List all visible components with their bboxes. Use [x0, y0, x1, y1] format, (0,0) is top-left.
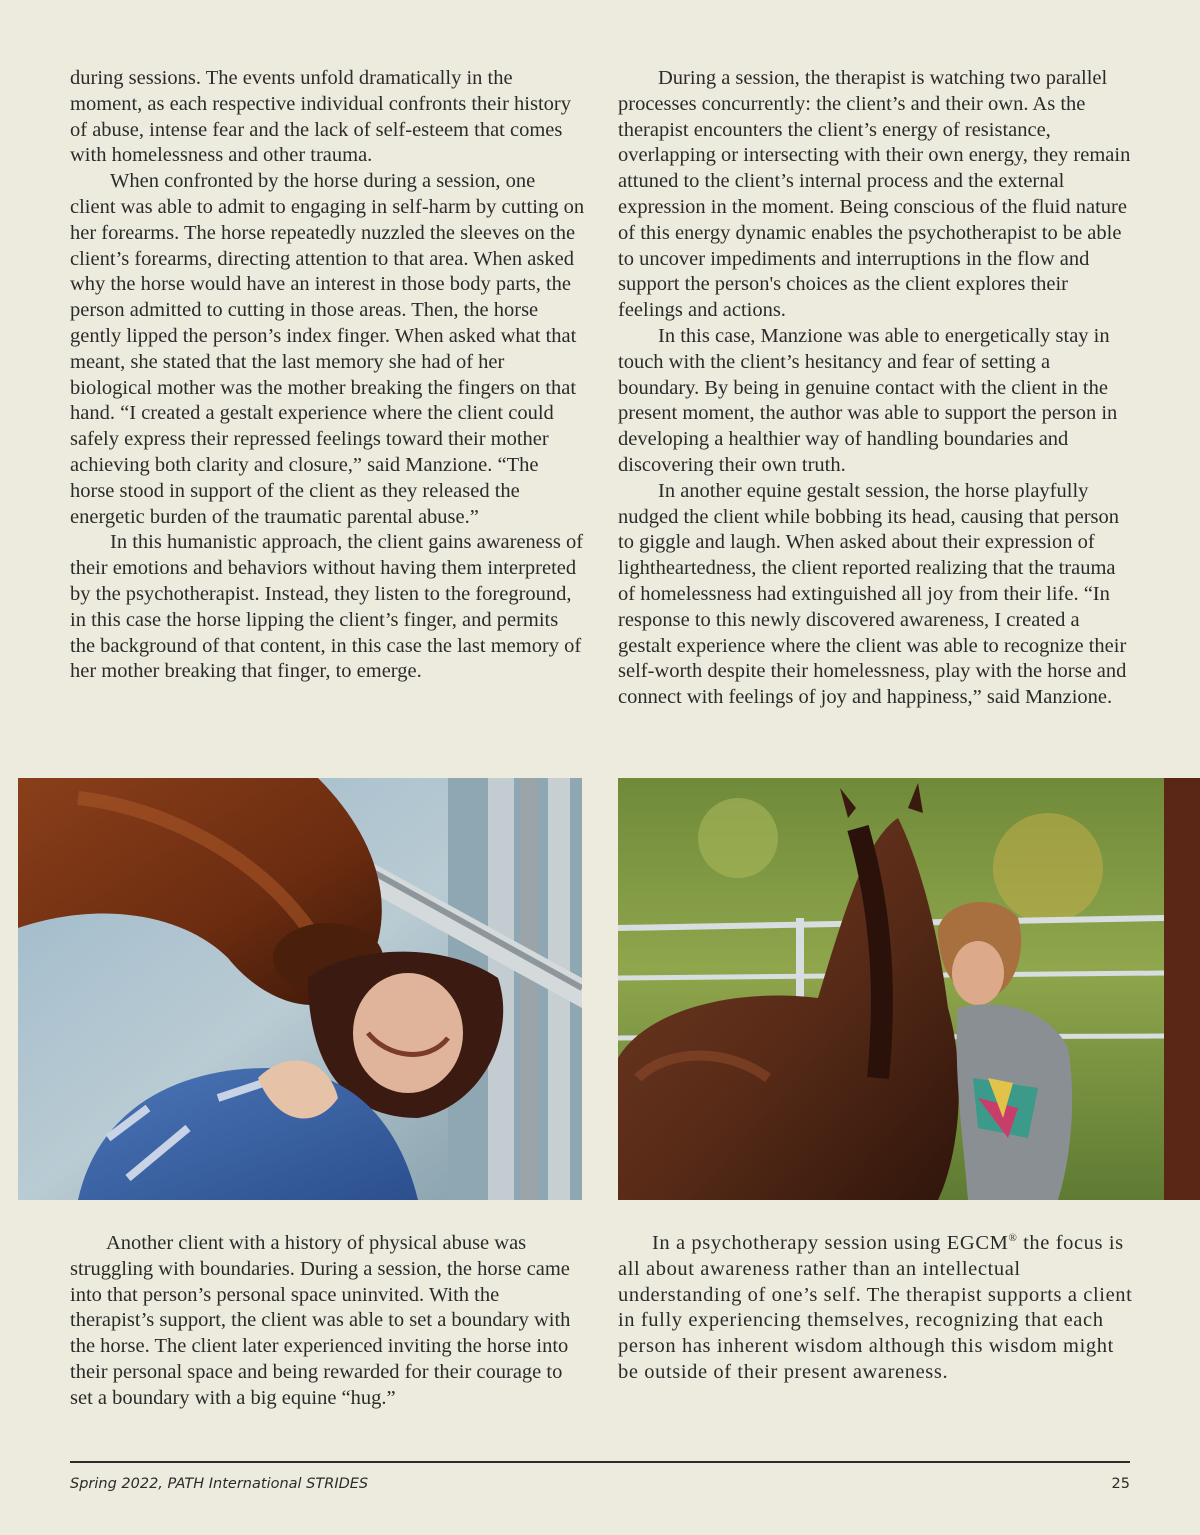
paragraph: In this humanistic approach, the client gains awareness of their emotions and behaviors without having them interpreted by the psychotherapist. Instead, they listen to the foreground, in this case the horse lipping the client’s finger, and permits the background of that content, in this case the last memory of her mother breaking that finger, to emerge.	[70, 531, 584, 683]
article-column-left-top	[70, 66, 585, 685]
paragraph: during sessions. The events unfold dramatically in the moment, as each respective individual confronts their history of abuse, intense fear and the lack of self-esteem that comes with homelessness and other trauma.	[70, 67, 571, 167]
paragraph: When confronted by the horse during a session, one client was able to admit to engaging in self-harm by cutting on her forearms. The horse repeatedly nuzzled the sleeves on the client’s forearms, directing attention to that area. When asked why the horse would have an interest in those body parts, the person admitted to cutting in those areas. Then, the horse gently lipped the person’s index finger. When asked what that meant, she stated that the last memory she had of her biological mother was the mother breaking the fingers on that hand. “I created a gestalt experience where the client could safely express their repressed feelings toward their mother achieving both clarity and closure,” said Manzione. “The horse stood in support of the client as they released the energetic burden of the traumatic parental abuse.”	[70, 170, 585, 528]
photo-client-embracing-horse-image	[618, 778, 1200, 1200]
footer-divider	[70, 1461, 1130, 1463]
paragraph: During a session, the therapist is watching two parallel processes concurrently: the client’s and their own. As the therapist encounters the client’s energy of resistance, overlapping or intersecting with their own energy, they remain attuned to the client’s internal process and the external expression in the moment. Being conscious of the fluid nature of this energy dynamic enables the psychotherapist to be able to uncover impediments and interruptions in the flow and support the person's choices as the client explores their feelings and actions.	[618, 67, 1131, 322]
article-column-right-bottom	[618, 1231, 1133, 1386]
photo-client-embracing-horse	[618, 778, 1200, 1200]
footer-publication: Spring 2022, PATH International STRIDES	[70, 1476, 369, 1492]
paragraph-part: the focus is all about awareness rather than an intellectual understanding of one’s self. The therapist supports a client in fully experiencing themselves, recognizing that each person has inherent wisdom although this wisdom might be outside of their present awareness.	[618, 1232, 1133, 1383]
paragraph: In another equine gestalt session, the horse playfully nudged the client while bobbing its head, causing that person to giggle and laugh. When asked about their expression of lightheartedness, the client reported realizing that the trauma of homelessness had extinguished all joy from their life. “In response to this newly discovered awareness, I created a gestalt experience where the client was able to recognize their self-worth despite their homelessness, play with the horse and connect with feelings of joy and happiness,” said Manzione.	[618, 479, 1127, 709]
paragraph: Another client with a history of physical abuse was struggling with boundaries. During a session, the horse came into that person’s personal space uninvited. With the therapist’s support, the client was able to set a boundary with the horse. The client later experienced inviting the horse into their personal space and being rewarded for their courage to set a boundary with a big equine “hug.”	[70, 1232, 571, 1409]
article-column-right-top	[618, 66, 1133, 711]
paragraph: In this case, Manzione was able to energetically stay in touch with the client’s hesitancy and fear of setting a boundary. By being in genuine contact with the client in the present moment, the author was able to support the person in developing a healthier way of handling boundaries and discovering their own truth.	[618, 324, 1118, 476]
paragraph-part: In a psychotherapy session using EGCM	[652, 1232, 1009, 1254]
page-number: 25	[1111, 1476, 1130, 1492]
article-column-left-bottom	[70, 1231, 585, 1412]
paragraph	[618, 1231, 1133, 1386]
photo-horse-nuzzling-client-image	[18, 778, 582, 1200]
registered-mark: ®	[1008, 1232, 1018, 1245]
photo-horse-nuzzling-client	[18, 778, 582, 1200]
